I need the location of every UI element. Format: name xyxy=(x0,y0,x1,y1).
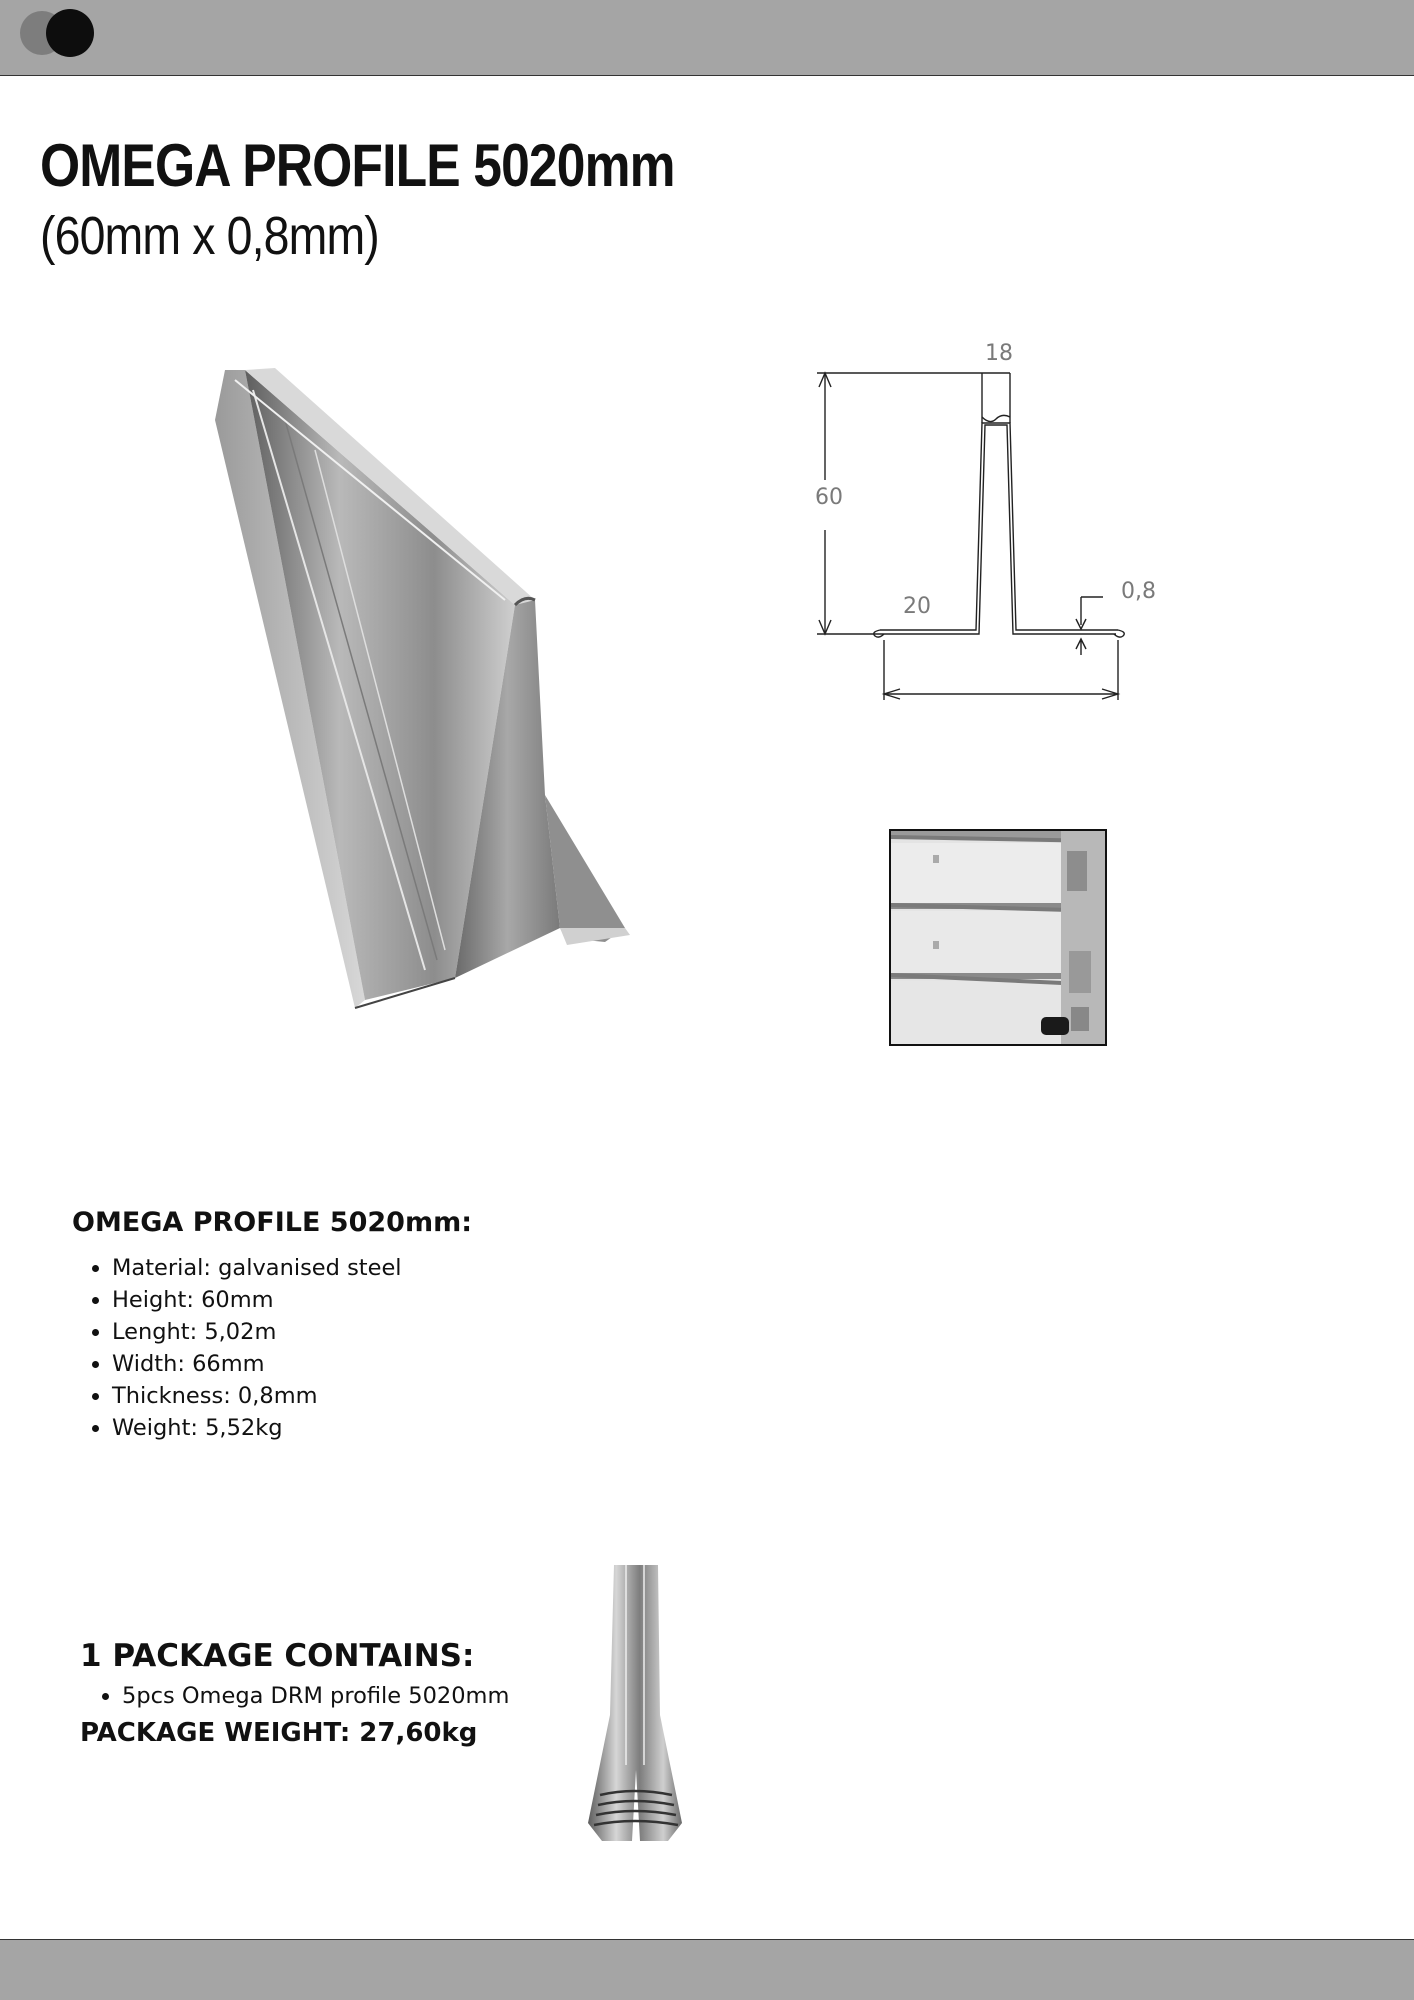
page-title: OMEGA PROFILE 5020mm xyxy=(40,132,675,199)
profile-technical-drawing xyxy=(805,325,1205,705)
package-bundle-photo xyxy=(582,1565,688,1845)
package-weight: PACKAGE WEIGHT: 27,60kg xyxy=(80,1718,478,1748)
spec-item-width: • Width: 66mm xyxy=(112,1348,402,1380)
page-subtitle-dimensions: (60mm x 0,8mm) xyxy=(40,206,379,266)
garage-door-installation-photo xyxy=(889,829,1107,1046)
package-heading: 1 PACKAGE CONTAINS: xyxy=(80,1638,475,1674)
package-item: • 5pcs Omega DRM profile 5020mm xyxy=(122,1680,509,1712)
spec-item-height: • Height: 60mm xyxy=(112,1284,402,1316)
specs-heading: OMEGA PROFILE 5020mm: xyxy=(72,1207,473,1238)
specs-list xyxy=(72,1252,402,1444)
company-logo-icon xyxy=(20,7,102,59)
footer-bar xyxy=(0,1939,1414,2000)
spec-item-length: • Lenght: 5,02m xyxy=(112,1316,402,1348)
spec-item-material: • Material: galvanised steel xyxy=(112,1252,402,1284)
dimension-top-width-label: 18 xyxy=(985,341,1013,366)
spec-item-thickness: • Thickness: 0,8mm xyxy=(112,1380,402,1412)
header-bar xyxy=(0,0,1414,76)
omega-profile-photo xyxy=(205,360,645,1010)
spec-item-weight: • Weight: 5,52kg xyxy=(112,1412,402,1444)
dimension-height-label: 60 xyxy=(815,485,843,510)
dimension-flange-label: 20 xyxy=(903,594,931,619)
package-contents-list xyxy=(80,1680,509,1712)
dimension-thickness-label: 0,8 xyxy=(1121,579,1156,604)
